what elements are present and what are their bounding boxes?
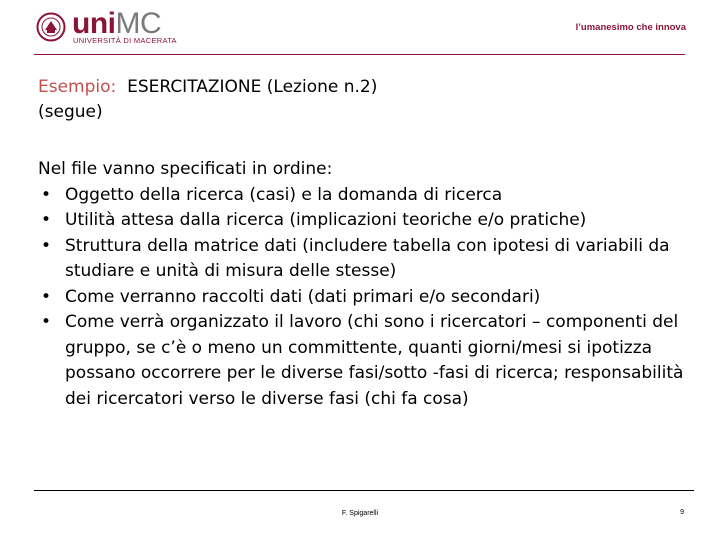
list-item [38, 183, 698, 209]
list-item [38, 310, 698, 412]
tagline: l’umanesimo che innova [575, 22, 686, 33]
title-continuation: (segue) [38, 102, 103, 122]
list-item-text: Come verrà organizzato il lavoro (chi sono i ricercatori – componenti del gruppo, se c’è o meno un committente, quanti giorni/mesi si ipotizza possano occorrere per le diverse fasi/sotto -fasi di ricerca; responsabilità dei ricercatori verso le diverse fasi (chi fa cosa) [65, 312, 684, 409]
bullet-icon: • [41, 235, 52, 256]
logo-brand: uni [72, 7, 116, 40]
university-seal-icon [36, 12, 66, 42]
list-item [38, 234, 698, 285]
list-item [38, 285, 698, 311]
list-item-text: Struttura della matrice dati (includere tabella con ipotesi di variabili da studiare e unità di misura delle stesse) [65, 235, 670, 281]
header-divider [34, 54, 685, 55]
body-intro: Nel file vanno specificati in ordine: [38, 159, 333, 179]
logo-brand-suffix: MC [115, 7, 162, 40]
logo-subtitle: UNIVERSITÀ DI MACERATA [73, 36, 177, 45]
bullet-icon: • [41, 312, 52, 332]
bullet-icon: • [41, 210, 52, 230]
bullet-icon: • [41, 184, 52, 205]
list-item [38, 208, 698, 234]
list-item-text: Oggetto della ricerca (casi) e la domanda di ricerca [65, 184, 503, 205]
page-number: 9 [680, 509, 684, 516]
slide-body [38, 157, 698, 412]
slide-title [38, 75, 678, 125]
footer-divider [34, 490, 694, 491]
slide-header [0, 0, 720, 56]
list-item-text: Come verranno raccolti dati (dati primari e/o secondari) [65, 286, 541, 307]
title-text: ESERCITAZIONE (Lezione n.2) [127, 77, 378, 97]
bullet-list [38, 183, 698, 413]
title-label: Esempio: [38, 77, 117, 97]
list-item-text: Utilità attesa dalla ricerca (implicazioni teoriche e/o pratiche) [65, 210, 587, 230]
footer-author: F. Spigarelli [341, 510, 379, 517]
bullet-icon: • [41, 286, 52, 307]
